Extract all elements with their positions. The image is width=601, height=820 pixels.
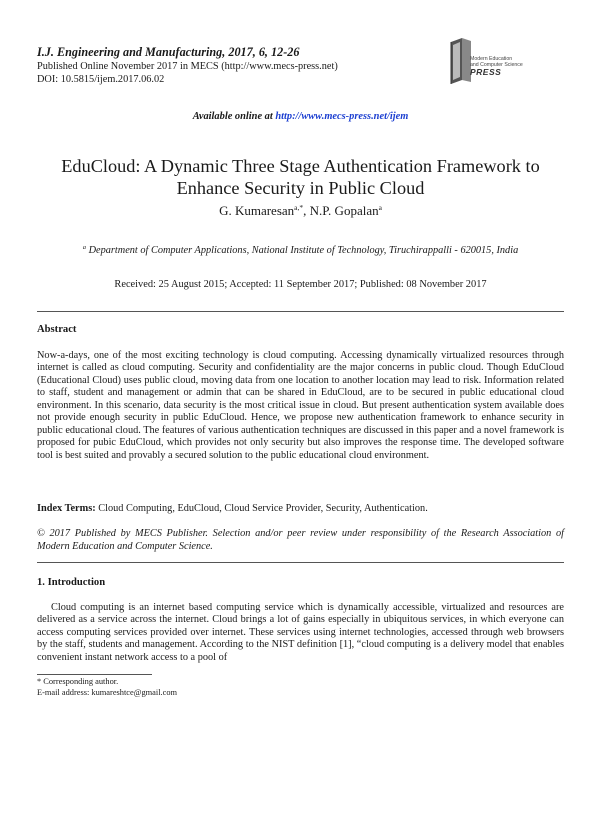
published-line: Published Online November 2017 in MECS (http://www.mecs-press.net) xyxy=(37,61,338,72)
footnote-corresponding: * Corresponding author. xyxy=(37,677,119,686)
author-1: G. Kumaresan xyxy=(219,203,295,218)
available-prefix: Available online at xyxy=(192,111,276,122)
copyright-notice: © 2017 Published by MECS Publisher. Selection and/or peer review under responsibility of the Research Association of Modern Education and Computer Science. xyxy=(37,528,564,552)
index-terms-text: Cloud Computing, EduCloud, Cloud Service Provider, Security, Authentication. xyxy=(95,503,428,514)
journal-title xyxy=(37,45,437,60)
affiliation xyxy=(0,244,601,256)
introduction-heading: 1. Introduction xyxy=(37,577,106,588)
title-line-1: EduCloud: A Dynamic Three Stage Authentication Framework to xyxy=(61,156,540,176)
journal-name: I.J. Engineering and Manufacturing, xyxy=(37,45,226,59)
affiliation-text: Department of Computer Applications, National Institute of Technology, Tiruchirappalli - 620015, India xyxy=(86,245,519,256)
logo-line-3: PRESS xyxy=(470,67,502,77)
abstract-heading: Abstract xyxy=(37,324,77,335)
footnote-divider xyxy=(37,674,152,675)
paper-title xyxy=(60,156,541,199)
author-2-sup: a xyxy=(378,203,382,212)
divider-top xyxy=(37,311,564,312)
publisher-logo xyxy=(449,36,555,88)
authors xyxy=(0,203,601,219)
available-online xyxy=(0,111,601,122)
introduction-text: Cloud computing is an internet based computing service which is dynamically accessible, virtualized and resources are delivered as a service across the internet. Cloud brings a lot of gains especially in ubiquitous services, in which everyone can access computing services provided over internet. These services using internet technologies, accessed through web browsers by the staff, students and management. According to the NIST definition [1], “cloud computing is a delivery model that enables convenient instant network access to a pool of xyxy=(37,602,564,663)
affiliation-sup: a xyxy=(82,244,87,251)
footnote xyxy=(37,677,177,698)
index-terms-label: Index Terms: xyxy=(37,503,96,514)
journal-volume: 2017, 6, 12-26 xyxy=(225,45,300,59)
journal-header xyxy=(37,45,437,86)
logo-line-1: Modern Education xyxy=(470,56,513,62)
author-2: N.P. Gopalan xyxy=(309,203,379,218)
doi-line: DOI: 10.5815/ijem.2017.06.02 xyxy=(37,74,165,85)
received-dates: Received: 25 August 2015; Accepted: 11 September 2017; Published: 08 November 2017 xyxy=(114,279,487,290)
author-1-sup: a,* xyxy=(294,203,304,212)
journal-url-link[interactable]: http://www.mecs-press.net/ijem xyxy=(275,111,409,122)
author-separator: , xyxy=(303,203,310,218)
footnote-email: E-mail address: kumareshtce@gmail.com xyxy=(37,687,178,697)
abstract-text: Now-a-days, one of the most exciting technology is cloud computing. Accessing dynamically virtualized resources through internet is called as cloud computing. Security and confidentiality are the major concerns in public cloud. Though EduCloud (Educational Cloud) uses public cloud, moving data from one location to another location may lead to risk. Information related to staff, student and management or admin that can be shared in EduCloud, are to be secured in public educational cloud environment. In this scenario, data security is the most critical issue in cloud. But present authentication system available does not provide enough security in public EduCloud. Hence, we propose new authentication framework to enhance security in public educational cloud. The features of various authentication techniques are discussed in this paper and a novel framework is proposed for pubic EduCloud, which provides not only security but also improves the response time. The developed software tool is best suited and provably a secured solution to the public educational cloud environment. xyxy=(37,350,564,461)
index-terms xyxy=(37,503,564,514)
title-line-2: Enhance Security in Public Cloud xyxy=(176,177,425,198)
divider-bottom xyxy=(37,562,564,563)
logo-line-2: and Computer Science xyxy=(470,62,523,68)
